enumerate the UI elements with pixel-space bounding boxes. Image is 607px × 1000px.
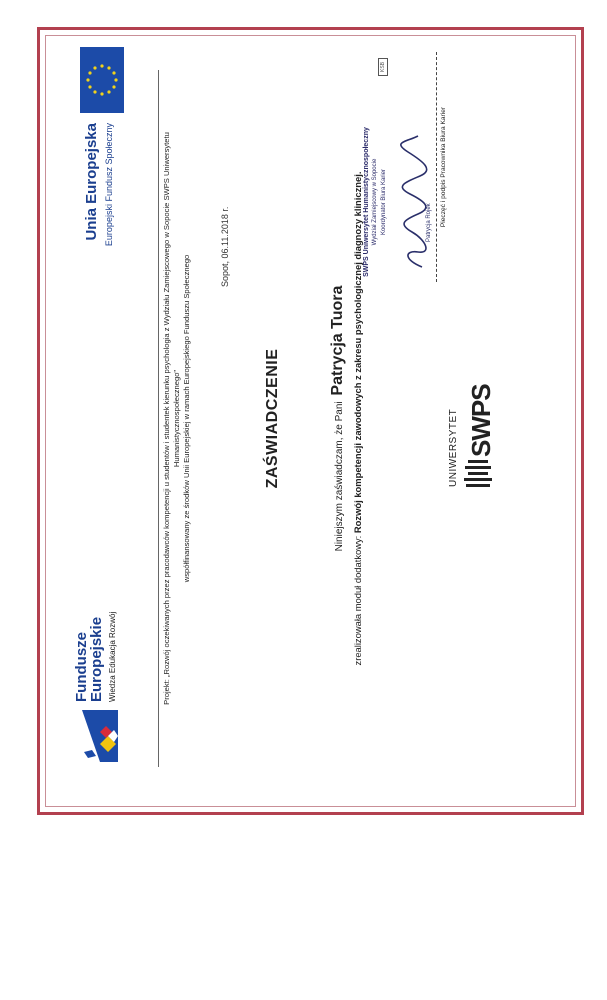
handwritten-signature	[398, 132, 430, 272]
signature-name: Patrycja Rojek	[426, 203, 432, 242]
stamp-text: SWPS Uniwersytet Humanistycznospołeczny Wydział Zamiejscowy w Sopocie Koordynator Biura Karier	[363, 127, 387, 277]
module-prefix: zrealizowała moduł dodatkowy:	[352, 535, 363, 666]
swps-name: SWPS	[466, 384, 496, 457]
swps-logo	[446, 327, 516, 487]
signature-line	[436, 52, 437, 282]
certify-text: Niniejszym zaświadczam, że Pani	[334, 401, 345, 552]
certificate-content	[40, 30, 576, 807]
fundusze-europejskie-logo	[70, 582, 140, 762]
eu-title: Unia Europejska	[83, 123, 100, 241]
document-title: ZAŚWIADCZENIE	[264, 348, 281, 489]
eu-subtitle: Europejski Fundusz Społeczny	[104, 123, 114, 247]
stamp-and-signature	[362, 52, 456, 282]
stamp-box: KSB	[378, 58, 388, 76]
swps-label: UNIWERSYTET	[448, 408, 459, 487]
certify-statement	[328, 30, 350, 807]
fundusze-europejskie-flag-icon	[78, 710, 118, 762]
fe-subtitle: Wiedza Edukacja Rozwój	[108, 611, 117, 702]
eu-logo	[70, 47, 150, 247]
fe-title: Fundusze Europejskie	[73, 616, 105, 702]
person-name: Patrycja Tuora	[329, 285, 346, 396]
signature-caption: Pieczęć i podpis Pracownika Biura Karier	[440, 106, 447, 228]
certificate-frame	[37, 27, 584, 815]
eu-flag-icon	[80, 47, 124, 113]
issue-date: Sopot, 06.11.2018 r.	[220, 206, 230, 287]
project-description: Projekt: „Rozwój oczekiwanych przez pracodawców kompetencji u studentów i studentek kierunku psychologia z Wydziału Zamiejscowego w Sopocie SWPS Uniwersytetu Humanistycznospołecznego" współfinansowany ze środków Unii Europejskiej w ramach Europejskiego Funduszu Społecznego	[162, 132, 191, 705]
header-separator	[158, 70, 159, 767]
module-name: Rozwój kompetencji zawodowych z zakresu psychologicznej diagnozy klinicznej.	[352, 171, 363, 534]
